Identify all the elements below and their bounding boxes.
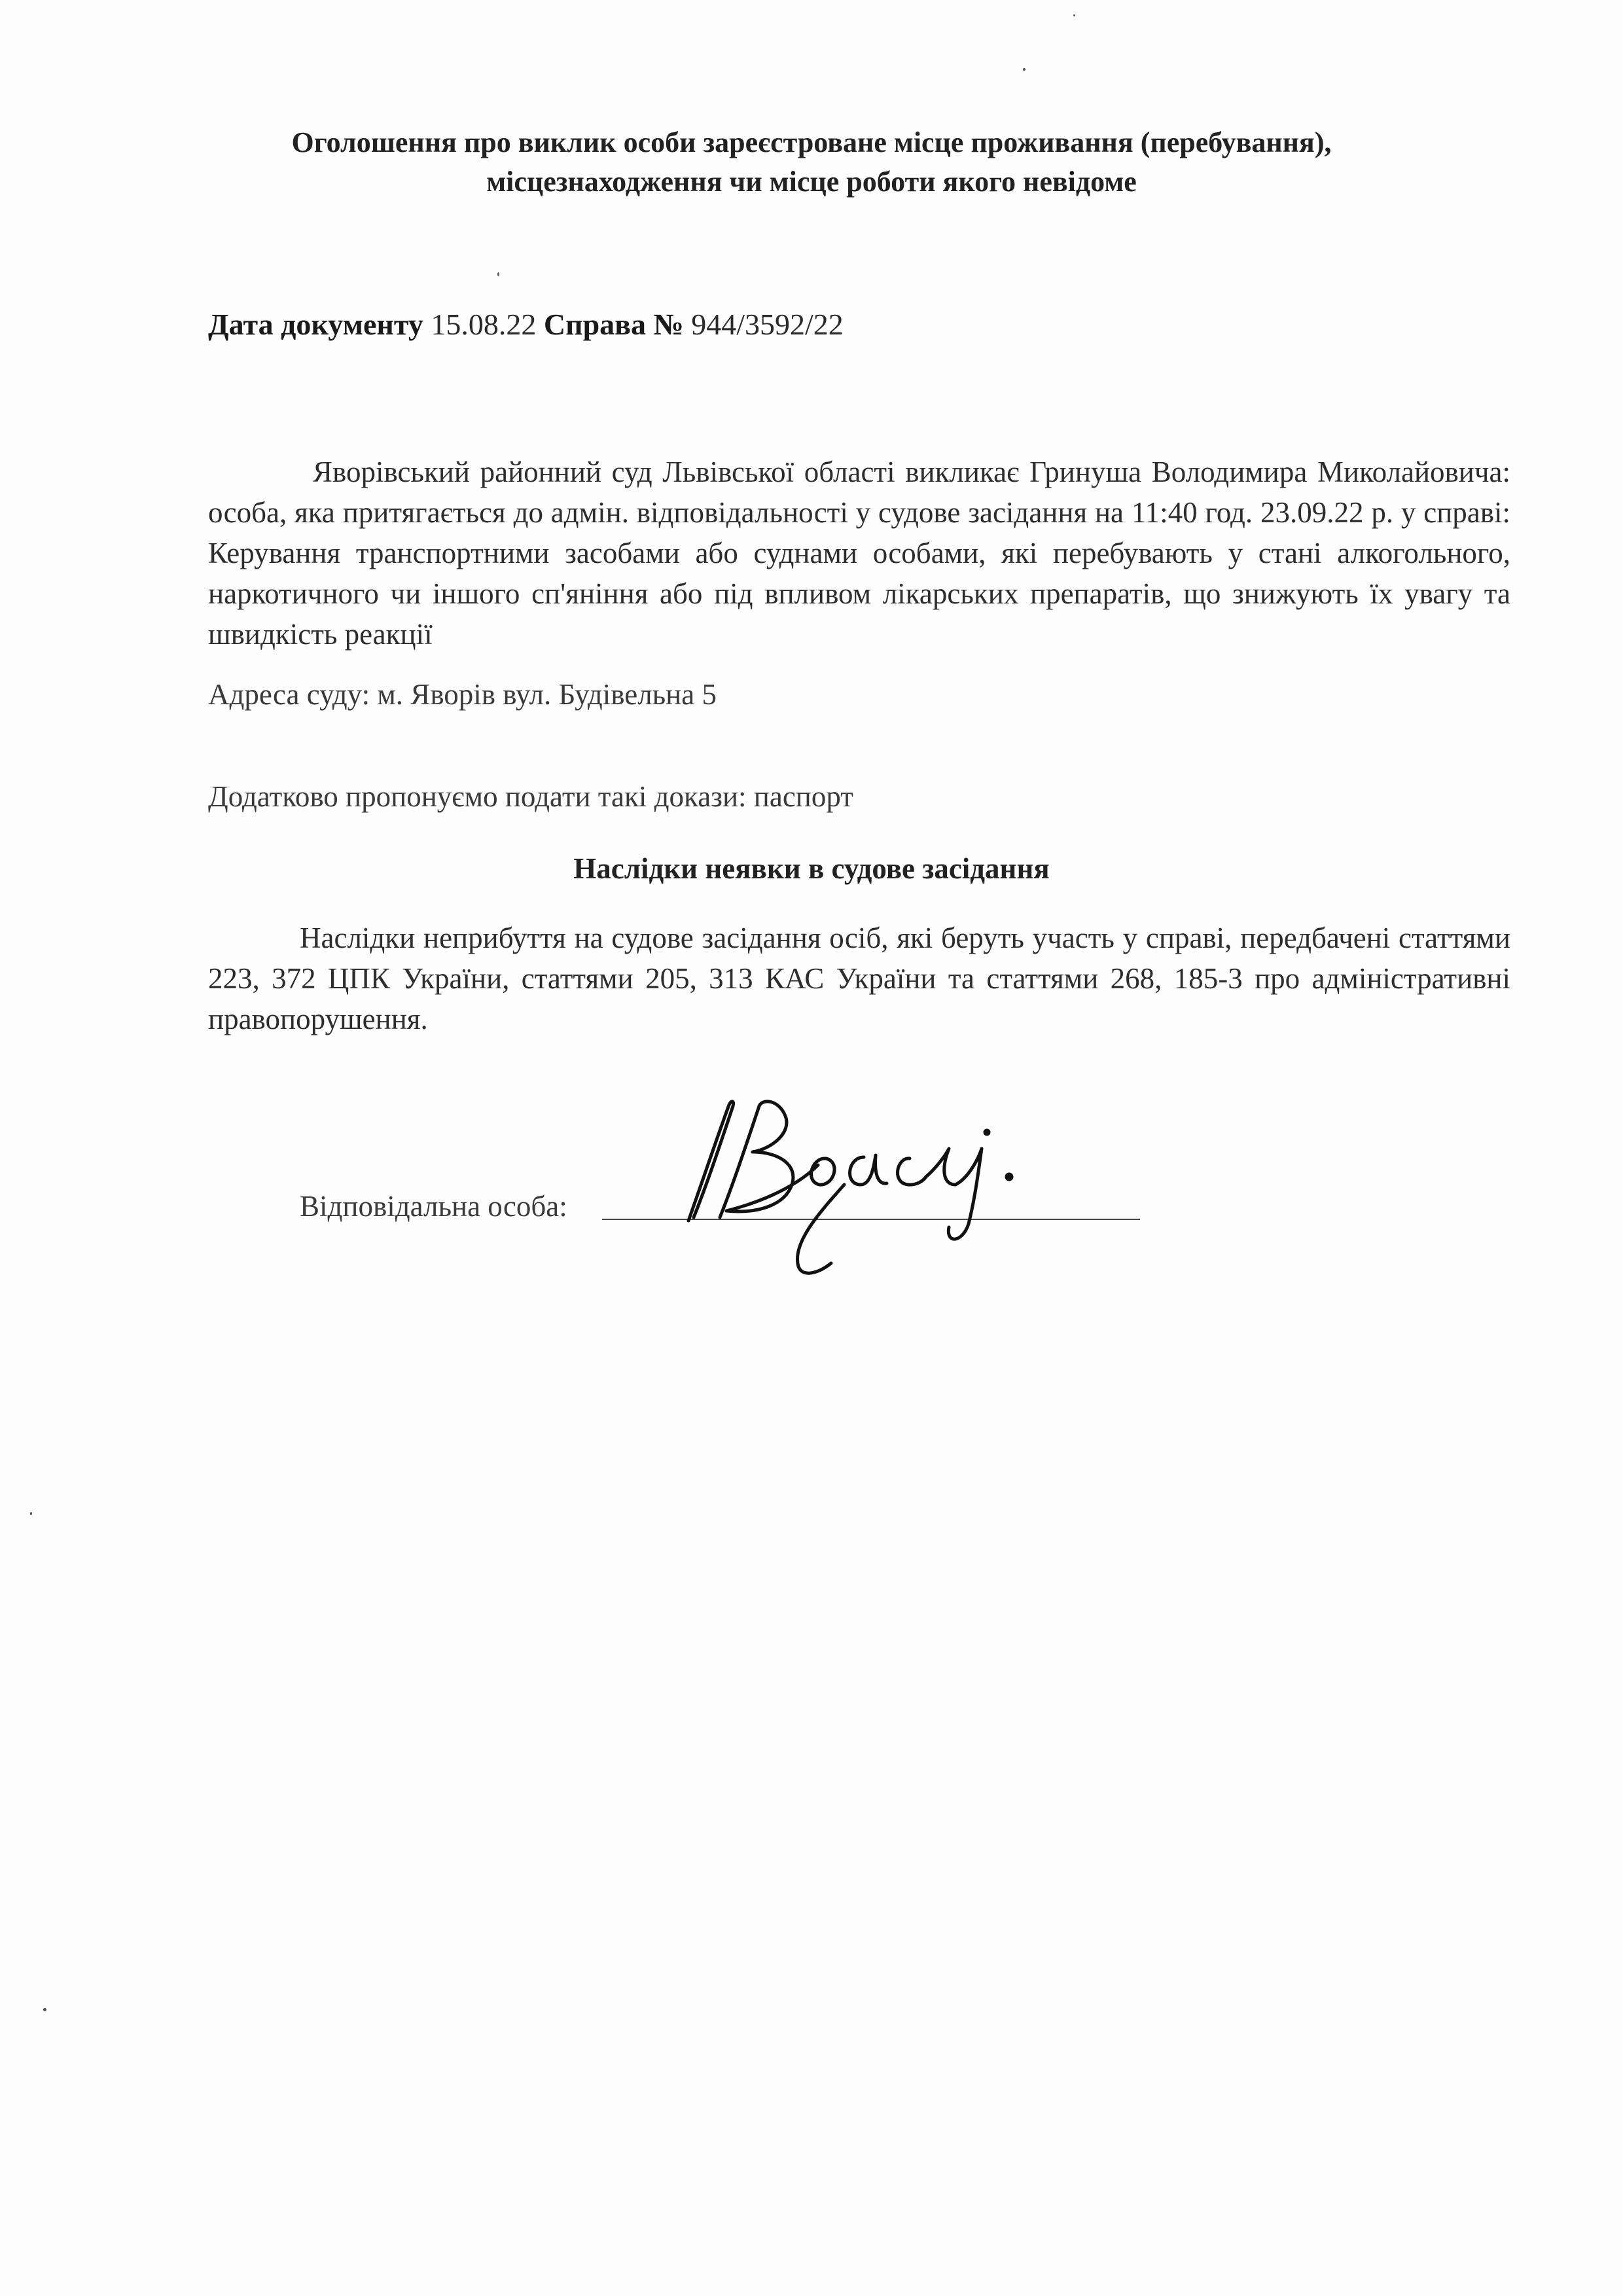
scan-speck bbox=[1073, 14, 1075, 16]
signature-label: Відповідальна особа: bbox=[300, 1190, 567, 1223]
document-title bbox=[196, 123, 1427, 202]
case-label: Справа № bbox=[543, 308, 684, 341]
evidence-note: Додатково пропонуємо подати такі докази: паспорт bbox=[208, 780, 853, 813]
document-meta bbox=[208, 305, 844, 344]
summons-paragraph: Яворівський районний суд Львівської області викликає Гринуша Володимира Миколайовича: особа, яка притягається до адмін. відповідальності у судове засідання на 11:40 год. 23.09.22 р. у справі: Керування транспортними засобами або суднами особами, які перебувають у стані алкогольного, наркотичного чи іншого сп'яніння або під впливом лікарських препаратів, що знижують їх увагу та швидкість реакції bbox=[208, 456, 1510, 651]
title-line-1: Оголошення про виклик особи зареєстроване місце проживання (перебування), bbox=[291, 126, 1332, 158]
consequences-heading: Наслідки неявки в судове засідання bbox=[573, 852, 1050, 885]
court-address: Адреса суду: м. Яворів вул. Будівельна 5 bbox=[208, 678, 717, 711]
scan-speck bbox=[497, 272, 499, 276]
case-number: 944/3592/22 bbox=[691, 308, 844, 341]
consequences-paragraph: Наслідки неприбуття на судове засідання осіб, які беруть участь у справі, передбачені статтями 223, 372 ЦПК України, статтями 205, 313 КАС України та статтями 268, 185-3 про адміністративні правопорушення. bbox=[208, 922, 1510, 1035]
title-line-2: місцезнаходження чи місце роботи якого невідоме bbox=[486, 166, 1137, 198]
scan-speck bbox=[43, 2008, 46, 2011]
date-value: 15.08.22 bbox=[431, 308, 537, 341]
scan-speck bbox=[30, 1512, 32, 1515]
handwritten-signature bbox=[648, 1086, 1041, 1283]
scan-speck bbox=[1023, 68, 1026, 71]
date-label: Дата документу bbox=[208, 308, 423, 341]
